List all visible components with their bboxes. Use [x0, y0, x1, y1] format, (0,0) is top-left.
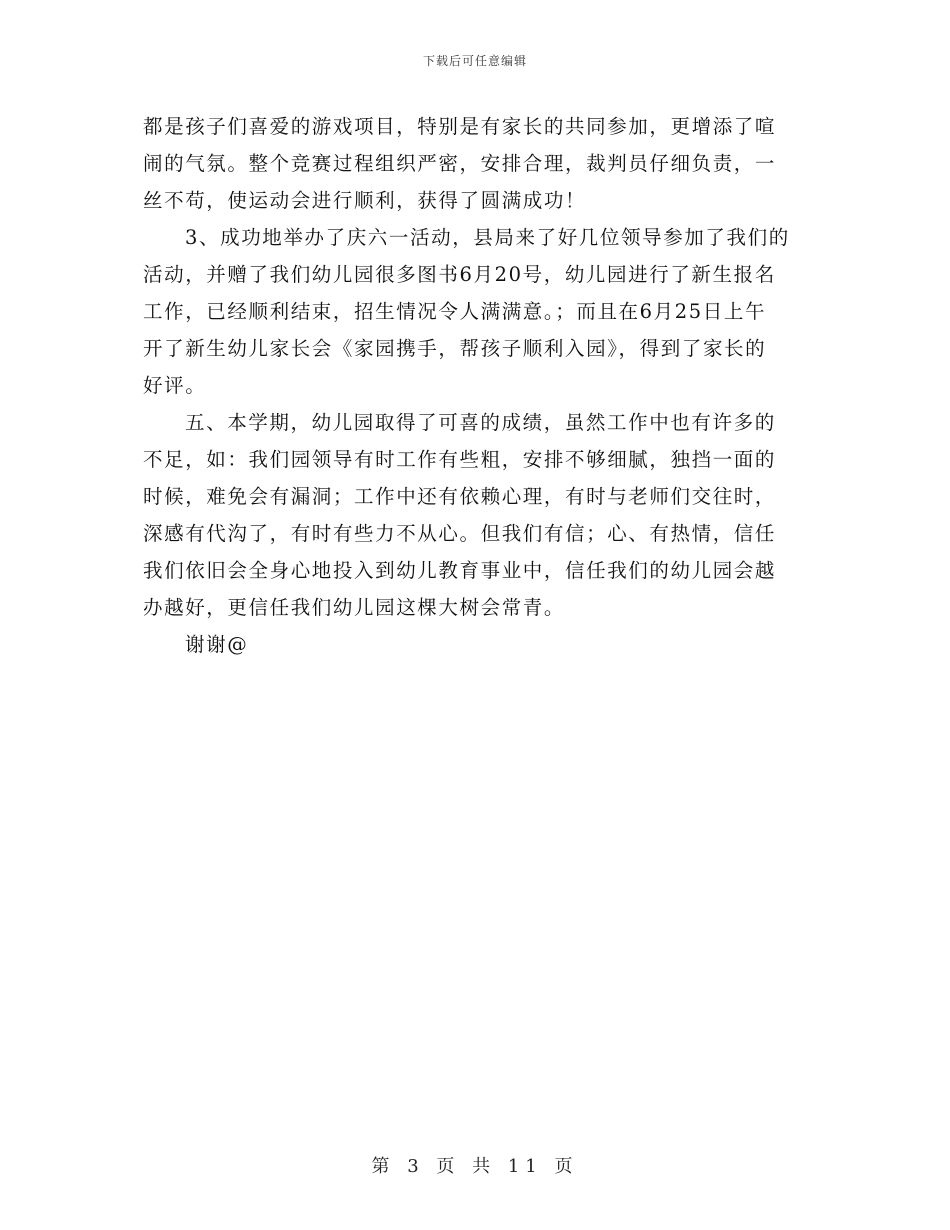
paragraph-start-line: 3、成功地举办了庆六一活动，县局来了好几位领导参加了我们的 [185, 226, 790, 249]
text-line: 都是孩子们喜爱的游戏项目，特别是有家长的共同参加，更增添了喧 [143, 115, 777, 138]
text-line: 不足，如：我们园领导有时工作有些粗，安排不够细腻，独挡一面的 [143, 448, 777, 471]
text-line: 我们依旧会全身心地投入到幼儿教育事业中，信任我们的幼儿园会越 [143, 559, 777, 582]
paragraph-start-line: 五、本学期，幼儿园取得了可喜的成绩，虽然工作中也有许多的 [185, 411, 776, 434]
page-number-footer: 第 3 页 共 11 页 [371, 1156, 579, 1177]
closing-line: 谢谢@ [185, 633, 249, 656]
page-header: 下载后可任意编辑 [422, 54, 527, 68]
text-line: 工作，已经顺利结束，招生情况令人满满意。；而且在6月25日上午 [143, 300, 767, 323]
text-line: 办越好，更信任我们幼儿园这棵大树会常青。 [143, 596, 566, 619]
text-line: 时候，难免会有漏洞；工作中还有依赖心理，有时与老师们交往时， [143, 485, 777, 508]
document-body [143, 108, 808, 663]
text-line: 好评。 [143, 374, 207, 397]
text-line: 活动，并赠了我们幼儿园很多图书6月20号，幼儿园进行了新生报名 [143, 263, 776, 286]
text-line: 深感有代沟了，有时有些力不从心。但我们有信；心、有热情，信任 [143, 522, 777, 545]
text-line: 丝不苟，使运动会进行顺利，获得了圆满成功！ [143, 189, 587, 212]
text-line: 开了新生幼儿家长会《家园携手，帮孩子顺利入园》，得到了家长的 [143, 337, 767, 360]
text-line: 闹的气氛。整个竞赛过程组织严密，安排合理，裁判员仔细负责，一 [143, 152, 777, 175]
